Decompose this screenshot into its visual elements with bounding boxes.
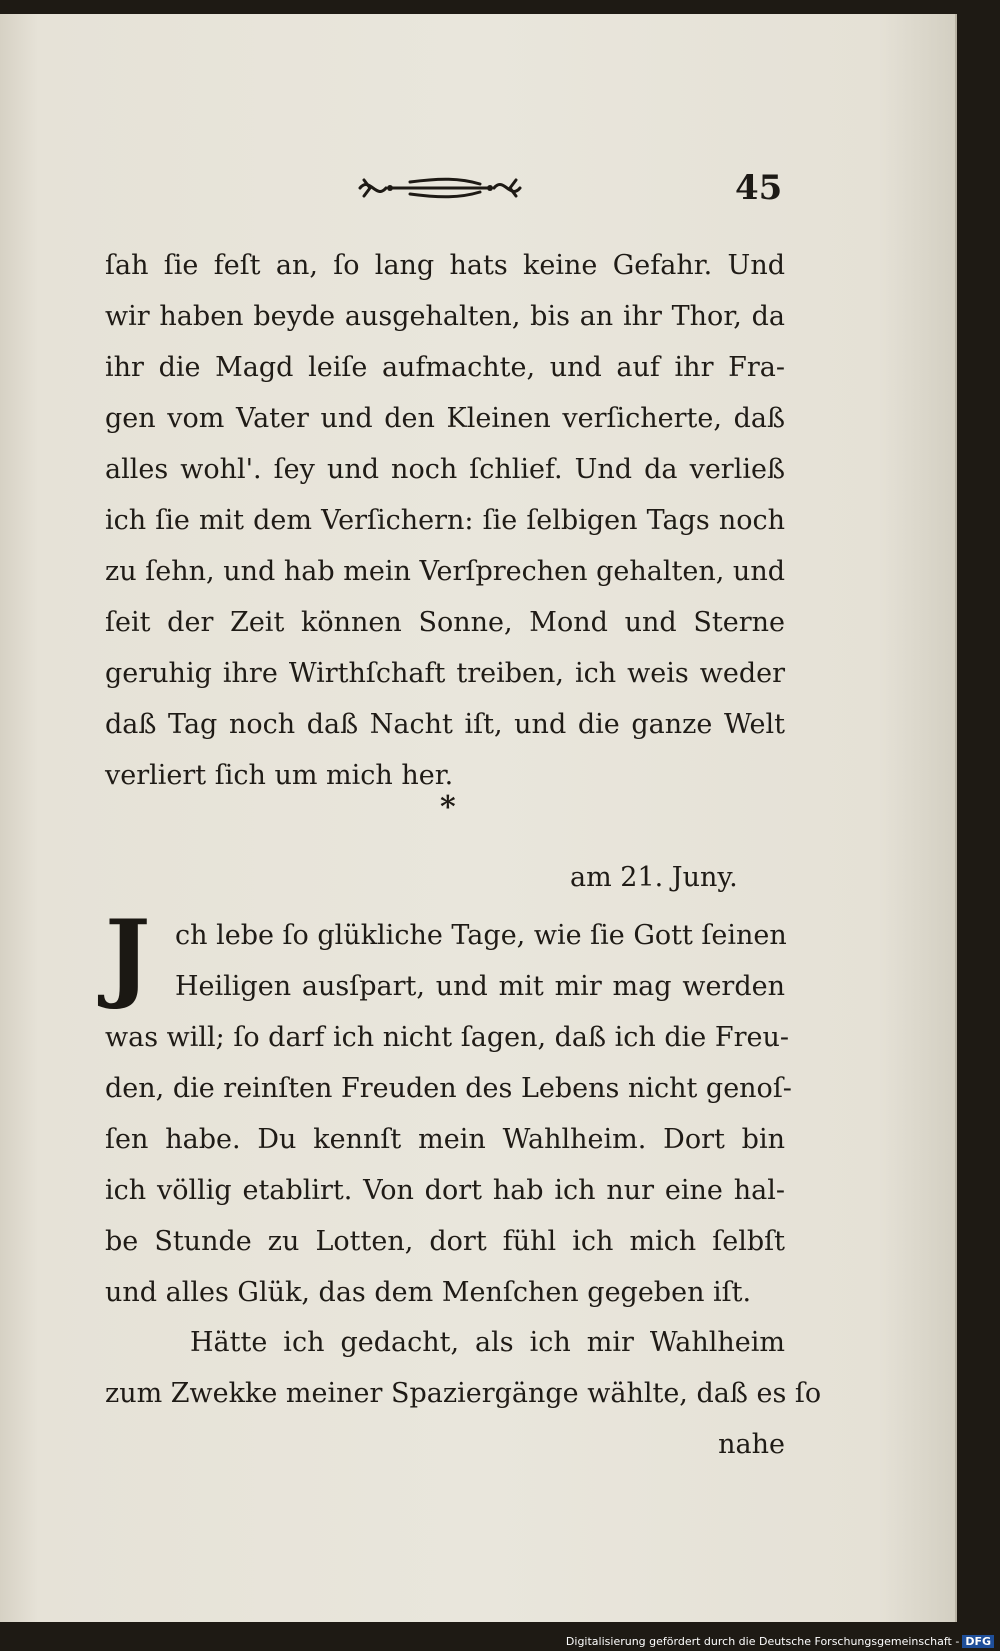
text-line: und alles Glük, das dem Menſchen gegeben iſt. — [105, 1277, 752, 1308]
text-line: ſen habe. Du kennſt mein Wahlheim. Dort bin — [105, 1124, 785, 1155]
funding-footer — [566, 1635, 994, 1648]
text-line: ihr die Magd leiſe aufmachte, und auf ihr Fra- — [105, 352, 785, 383]
text-line: Heiligen ausſpart, und mit mir mag werden — [175, 971, 785, 1002]
text-line: ich völlig etablirt. Von dort hab ich nur eine hal- — [105, 1175, 785, 1206]
text-line: ich ſie mit dem Verſichern: ſie ſelbigen Tags noch — [105, 505, 785, 536]
letter-paragraph — [105, 899, 792, 1318]
text-line: den, die reinſten Freuden des Lebens nicht genoſ- — [105, 1073, 792, 1104]
catchword: nahe — [718, 1429, 785, 1460]
text-line: was will; ſo darf ich nicht ſagen, daß ich die Freu- — [105, 1022, 789, 1053]
text-line: gen vom Vater und den Kleinen verſicherte, daß — [105, 403, 785, 434]
text-line: zu ſehn, und hab mein Verſprechen gehalten, und — [105, 556, 785, 587]
section-separator: * — [440, 790, 456, 825]
text-line: verliert ſich um mich her. — [105, 760, 454, 791]
text-line: be Stunde zu Lotten, dort fühl ich mich ſelbſt — [105, 1226, 785, 1257]
dfg-logo: DFG — [962, 1635, 994, 1648]
page-number: 45 — [735, 168, 783, 208]
text-line: geruhig ihre Wirthſchaft treiben, ich weis weder — [105, 658, 785, 689]
drop-cap: J — [105, 899, 151, 1012]
letter-end-paragraph — [105, 240, 785, 801]
text-line: daß Tag noch daß Nacht iſt, und die ganze Welt — [105, 709, 785, 740]
ornament-icon — [350, 168, 530, 208]
text-line: alles wohl'. ſey und noch ſchlief. Und da verließ — [105, 454, 785, 485]
text-line: ch lebe ſo glükliche Tage, wie ſie Gott ſeinen — [175, 920, 787, 951]
letter-date: am 21. Juny. — [570, 862, 738, 893]
footer-text: Digitalisierung gefördert durch die Deutsche Forschungsgemeinschaft - — [565, 1635, 960, 1648]
letter-paragraph-2 — [105, 1317, 822, 1470]
text-line: wir haben beyde ausgehalten, bis an ihr Thor, da — [105, 301, 785, 332]
text-line: ſeit der Zeit können Sonne, Mond und Sterne — [105, 607, 785, 638]
text-line: ſah ſie feſt an, ſo lang hats keine Gefahr. Und — [105, 250, 785, 281]
text-line: Hätte ich gedacht, als ich mir Wahlheim — [190, 1327, 785, 1358]
text-line: zum Zwekke meiner Spaziergänge wählte, daß es ſo — [105, 1378, 822, 1409]
